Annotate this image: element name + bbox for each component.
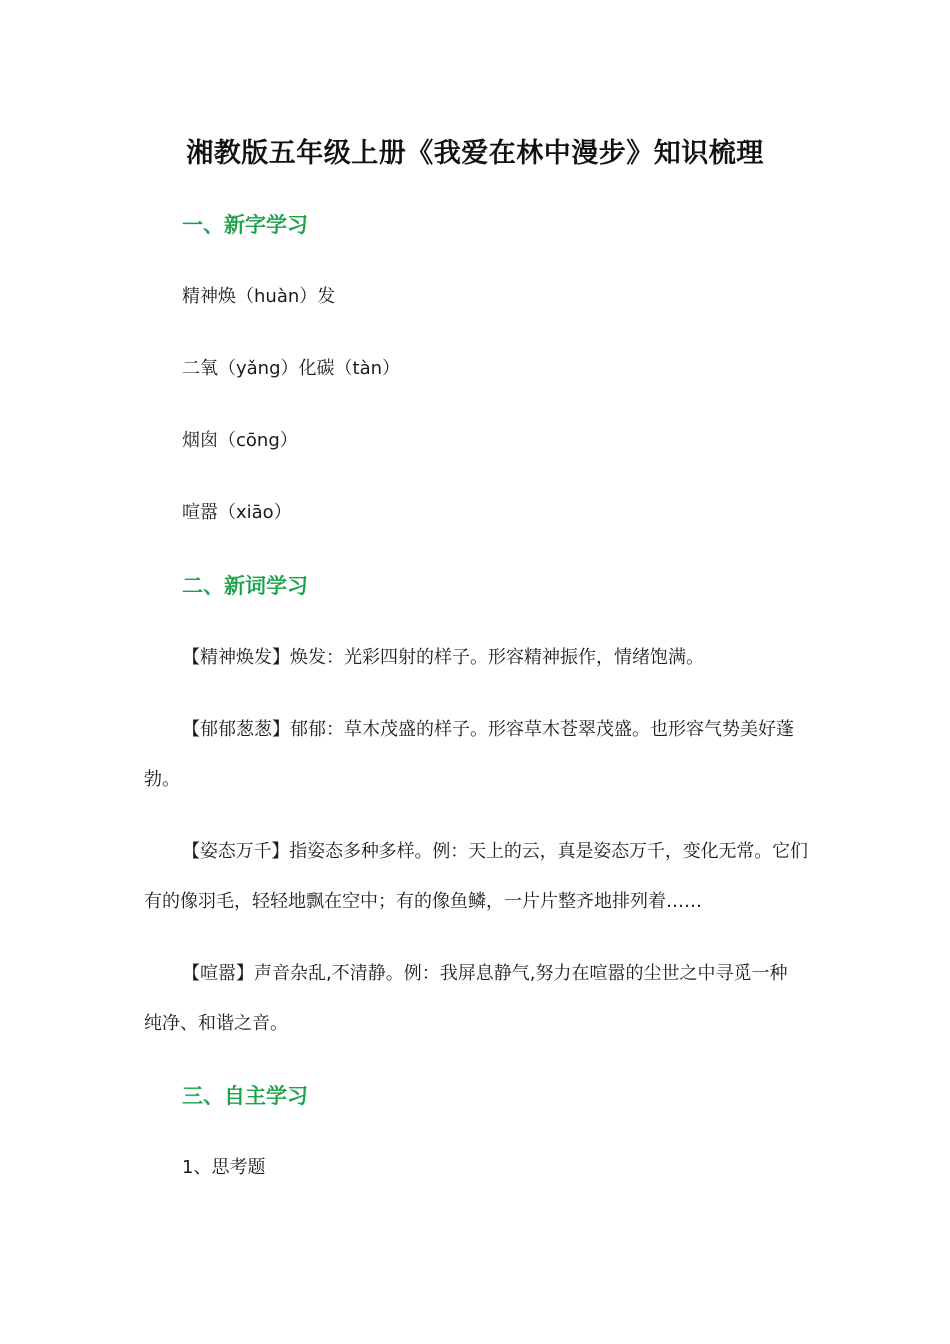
character-item: 二氧（yǎng）化碳（tàn）: [182, 358, 401, 379]
section-heading-new-characters: 一、新字学习: [182, 213, 308, 237]
word-definition: 【喧嚣】声音杂乱,不清静。例：我屏息静气,努力在喧嚣的尘世之中寻觅一种: [182, 963, 788, 984]
word-definition: 【郁郁葱葱】郁郁：草木茂盛的样子。形容草木苍翠茂盛。也形容气势美好蓬: [182, 719, 794, 740]
word-definition: 【精神焕发】焕发：光彩四射的样子。形容精神振作，情绪饱满。: [182, 647, 704, 668]
character-item: 烟囱（cōng）: [182, 430, 298, 451]
section-heading-self-study: 三、自主学习: [182, 1084, 308, 1108]
word-definition-continuation: 勃。: [144, 769, 180, 790]
character-item: 喧嚣（xiāo）: [182, 502, 292, 523]
self-study-item: 1、思考题: [182, 1157, 266, 1178]
word-definition-continuation: 纯净、和谐之音。: [144, 1013, 288, 1034]
word-definition-continuation: 有的像羽毛，轻轻地飘在空中；有的像鱼鳞，一片片整齐地排列着……: [144, 891, 702, 912]
word-definition: 【姿态万千】指姿态多种多样。例：天上的云，真是姿态万千，变化无常。它们: [182, 841, 808, 862]
character-item: 精神焕（huàn）发: [182, 286, 336, 307]
section-heading-new-words: 二、新词学习: [182, 574, 308, 598]
document-title: 湘教版五年级上册《我爱在林中漫步》知识梳理: [186, 138, 764, 169]
